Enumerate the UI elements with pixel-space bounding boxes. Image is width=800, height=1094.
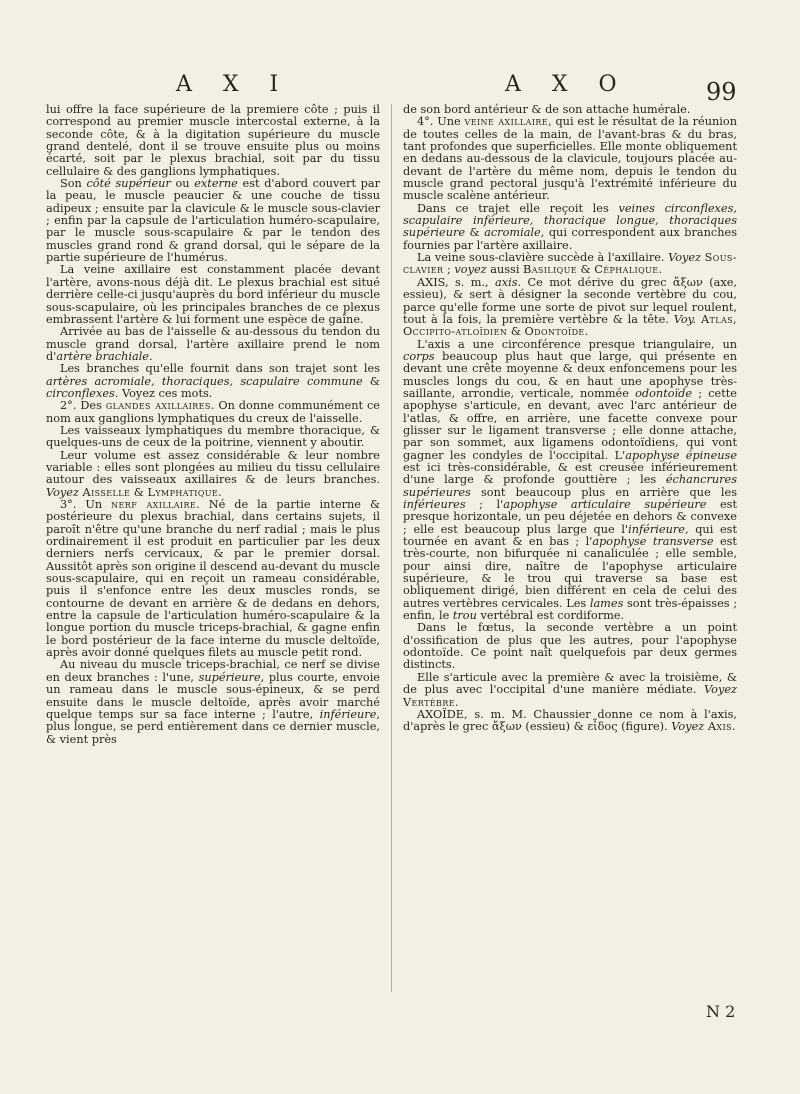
small-caps-term: Lymphatique (147, 485, 219, 499)
italic-term: voyez (454, 263, 487, 277)
small-caps-term: Axis (707, 720, 732, 734)
italic-term: corps (403, 349, 435, 363)
paragraph (403, 203, 737, 252)
italic-term: côté supérieur (86, 177, 171, 191)
text-run: . (455, 695, 459, 709)
italic-term: circonflexes (46, 386, 115, 400)
italic-term: axis (495, 275, 518, 289)
text-run: ; (443, 263, 455, 277)
text-run: & (130, 485, 148, 499)
paragraph (46, 659, 380, 745)
paragraph (46, 400, 380, 425)
text-run: est presque horizontale, un peu déjetée en dehors & convexe ; elle est beaucoup plus large que l' (403, 498, 737, 536)
italic-term: Voyez (671, 720, 705, 734)
text-run: vertébral est cordiforme. (476, 609, 625, 623)
italic-term: apophyse épineuse (625, 448, 738, 462)
text-run: Les branches qu'elle fournit dans son trajet sont les (60, 362, 380, 376)
small-caps-term: Atlas, Occipito-atloïdien (403, 312, 737, 339)
text-run: Dans le fœtus, la seconde vertèbre a un point d'ossification de plus que les autres, pour l'apophyse odontoïde. Ce point naît quelquefois par deux germes distincts. (403, 621, 737, 672)
italic-term: veines circonflexes, scapulaire inférieure, thoracique longue, thoraciques supérieure (403, 201, 737, 240)
paragraph (46, 326, 380, 363)
italic-term: apophyse articulaire supérieure (503, 498, 707, 511)
text-run: , plus courte, envoie un rameau dans le muscle sous-épineux, & se perd ensuite dans le muscle deltoïde, après avoir marché quelque temps sur sa face interne ; l'autre, (46, 670, 380, 721)
italic-term: inférieure (319, 707, 377, 721)
italic-term: inférieure (628, 522, 685, 536)
text-run: & (507, 325, 525, 339)
text-run: AXOÏDE, s. m. M. Chaussier donne ce nom à l'axis, d'après le grec ἄξων (essieu) & εἶδος (figure). (403, 707, 737, 734)
italic-term: apophyse transverse (592, 535, 714, 549)
italic-term: artère brachiale (56, 349, 149, 363)
text-run: L'axis a une circonférence presque triangulaire, un (417, 337, 737, 351)
text-run: 3°. Un (60, 498, 112, 511)
small-caps-term: nerf axillaire (111, 498, 197, 511)
paragraph (403, 116, 737, 202)
italic-term: Voyez (46, 485, 79, 499)
running-head-right: A X O (505, 72, 629, 97)
text-run: Son (60, 177, 87, 191)
italic-term: artères acromiale, thoraciques, scapulaire commune (46, 374, 363, 388)
text-run: & (465, 226, 485, 240)
text-run: Elle s'articule avec la première & avec la troisième, & de plus avec l'occipital d'une manière médiate. (403, 670, 737, 697)
text-run: AXIS, s. m., (417, 275, 495, 289)
italic-term: supérieure (198, 670, 261, 684)
text-run: aussi (486, 263, 524, 277)
column-divider (391, 104, 392, 992)
text-run: est ici très-considérable, & est creusée inférieurement d'une large & profonde gouttière ; les (403, 460, 737, 487)
text-run: 2°. Des (60, 399, 106, 413)
text-run: Au niveau du muscle triceps-brachial, ce nerf se divise en deux branches : l'une, (46, 658, 380, 684)
italic-term: inférieures (403, 498, 466, 511)
text-run: Leur volume est assez considérable & leur nombre variable : elles sont plongées au milieu du tissu cellulaire autour des vaisseaux axillaires & de leurs branches. (46, 448, 380, 487)
text-run: , qui correspondent aux branches fournies par l'artère axillaire. (403, 226, 737, 252)
paragraph (46, 450, 380, 499)
italic-term: externe (194, 177, 238, 191)
text-run: . Voyez ces mots. (114, 386, 213, 400)
text-run: , plus longue, se perd entièrement dans ce dernier muscle, & vient près (46, 707, 380, 746)
text-run: & (362, 374, 380, 388)
text-run: est d'abord couvert par la peau, le muscle peaucier & une couche de tissu adipeux ; ensuite par la clavicule & le muscle sous-clavier ; enfin par la capsule de l'articulation huméro-scapulaire, par le muscle sous-scapulaire & par le tendon des muscles grand rond & grand dorsal, qui le sépare de la partie supérieure de l'humérus. (46, 177, 380, 265)
text-run: . (658, 263, 663, 277)
italic-term: Voyez (704, 683, 737, 697)
text-run: beaucoup plus haut que large, qui présente en devant une crête moyenne & deux enfoncemens pour les muscles longs du cou, & en haut une apophyse très-saillante, arrondie, verticale, nommée (403, 349, 737, 400)
text-run: sont très-épaisses ; enfin, le (403, 596, 738, 623)
italic-term: échancrures supérieures (403, 473, 737, 499)
italic-term: acromiale (484, 226, 541, 240)
running-head-left: A X I (176, 72, 291, 97)
text-run: 4°. Une (417, 115, 465, 129)
text-run: ; l' (465, 498, 504, 511)
text-run: ; cette apophyse s'articule, en devant, avec l'arc antérieur de l'atlas, & offre, en arrière, une facette convexe pour glisser sur le ligament transverse ; elle donne attache, par son sommet, aux ligamens odontoïdiens, qui vont gagner les condyles de l'occipital. L' (403, 386, 737, 462)
small-caps-term: veine axillaire (464, 115, 549, 129)
small-caps-term: Aisselle (82, 485, 131, 499)
text-run: lui offre la face supérieure de la premiere côte ; puis il correspond au premier muscle intercostal externe, à la seconde côte, & à la digitation supérieure du muscle grand dentelé, dont il se trouve ensuite plus ou moins écarté, soit par le plexus brachial, soit par du tissu cellulaire & des ganglions lymphatiques. (46, 103, 380, 178)
text-run: Arrivée au bas de l'aisselle & au-dessous du tendon du muscle grand dorsal, l'artère axillaire prend le nom d' (46, 325, 380, 363)
text-run: , qui est tournée en avant & en bas ; l' (403, 522, 737, 549)
paragraph (46, 264, 380, 326)
paragraph (46, 425, 380, 450)
text-run: . On donne communément ce nom aux ganglions lymphatiques du creux de l'aisselle. (46, 399, 380, 425)
text-run: . Ce mot dérive du grec ἄξων (axe, essieu), & sert à désigner la seconde vertèbre du cou, parce qu'elle forme une sorte de pivot sur lequel roulent, tout à la fois, la première vertèbre & la tête. (403, 275, 737, 326)
paragraph (46, 363, 380, 400)
text-run: Les vaisseaux lymphatiques du membre thoracique, & quelques-uns de ceux de la poitrine, viennent y aboutir. (46, 423, 380, 450)
left-column (46, 104, 380, 746)
small-caps-term: Basilique (523, 263, 577, 277)
text-run: ou (170, 177, 195, 191)
text-run: . Né de la partie interne & postérieure du plexus brachial, dans certains sujets, il paroît n'être qu'une branche du nerf radial ; mais le plus ordinairement il est produit en particulier par les deux derniers nerfs cervicaux, & par le premier dorsal. Aussitôt après son origine il descend au-devant du muscle sous-scapulaire, qui en reçoit un rameau considérable, puis il s'enfonce entre les deux muscles ronds, se contourne de devant en arrière & de dedans en dehors, entre la capsule de l'articulation huméro-scapulaire & la longue portion du muscle triceps-brachial, & gagne enfin le bord postérieur de la face interne du muscle deltoïde, après avoir donné quelques filets au muscle petit rond. (46, 498, 380, 660)
paragraph (403, 339, 737, 623)
paragraph (403, 672, 737, 709)
italic-term: lames (589, 596, 624, 610)
text-run: & (576, 263, 595, 277)
signature-mark: N 2 (706, 1002, 736, 1021)
paragraph (403, 622, 737, 671)
small-caps-term: Odontoïde (524, 325, 585, 339)
italic-term: Voy. (673, 312, 697, 326)
text-run: de son bord antérieur & de son attache humérale. (403, 103, 691, 116)
text-run: . (584, 325, 589, 339)
paragraph (46, 178, 380, 264)
italic-term: odontoïde (635, 386, 693, 400)
text-run: La veine axillaire est constamment placée devant l'artère, avons-nous déjà dit. Le plexus brachial est situé derrière celle-ci jusqu'auprès du bord inférieur du muscle sous-scapulaire, où les principales branches de ce plexus embrassent l'artère & lui forment une espèce de gaîne. (46, 263, 380, 326)
text-run: est très-courte, non bifurquée ni canaliculée ; elle semble, pour ainsi dire, naître de l'apophyse articulaire supérieure, & le trou qui traverse sa base est obliquement dirigé, bien différent en cela de celui des autres vertèbres cervicales. Les (403, 535, 737, 610)
paragraph (403, 252, 737, 277)
text-run: sont beaucoup plus en arrière que les (470, 485, 737, 499)
italic-term: Voyez (668, 251, 702, 265)
paragraph (403, 277, 737, 339)
text-run: Dans ce trajet elle reçoit les (417, 201, 619, 215)
small-caps-term: Vertèbre (403, 695, 455, 709)
page-number: 99 (706, 78, 737, 106)
text-run: . (731, 720, 736, 734)
small-caps-term: Céphalique (594, 263, 659, 277)
paragraph (46, 499, 380, 659)
italic-term: trou (452, 609, 477, 623)
small-caps-term: glandes axillaires (105, 399, 211, 413)
small-caps-term: Sous-clavier (403, 251, 737, 277)
text-run: . (149, 349, 153, 363)
right-column (403, 104, 737, 734)
text-run: , qui est le résultat de la réunion de toutes celles de la main, de l'avant-bras & du bras, tant profondes que superficielles. Elle monte obliquement en dedans au-dessous de la clavicule, toujours placée au-devant de l'artère du même nom, depuis le tendon du muscle grand pectoral jusqu'à l'extrémité inférieure du muscle scalène antérieur. (403, 115, 737, 203)
paragraph (46, 104, 380, 178)
paragraph (403, 709, 737, 734)
text-run: La veine sous-clavière succède à l'axillaire. (417, 251, 669, 265)
text-run: . (218, 485, 222, 499)
